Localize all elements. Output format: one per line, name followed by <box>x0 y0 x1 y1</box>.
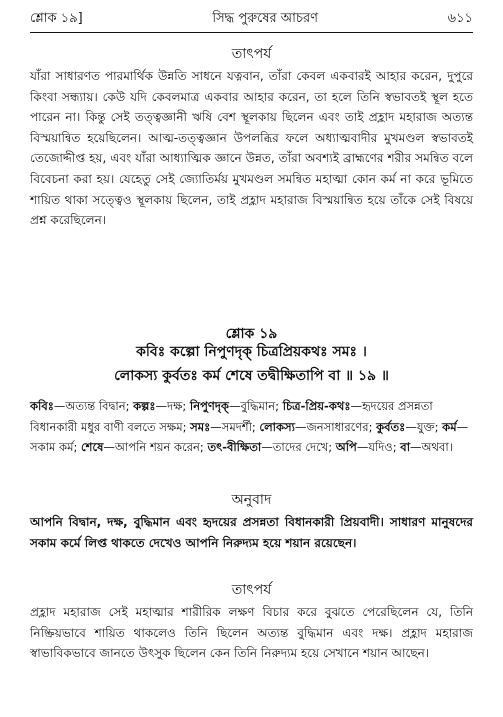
synonym-word: কর্ম <box>442 419 457 434</box>
synonym-meaning: —বুদ্ধিমান; <box>228 399 283 413</box>
synonym-meaning: —জনসাধারণের; <box>294 419 377 434</box>
synonym-word: চিত্র-প্রিয়-কথঃ <box>282 399 351 413</box>
header-verse-ref: শ্লোক ১৯] <box>30 10 83 26</box>
header-rule <box>30 32 473 33</box>
verse-line-1: কবিঃ কল্পো নিপুণদৃক্ চিত্রপ্রিয়কথঃ সমঃ । <box>136 344 367 360</box>
synonym-meaning: —আপনি শয়ন করেন; <box>103 440 208 455</box>
translation-text: আপনি বিদ্বান, দক্ষ, বুদ্ধিমান এবং হৃদয়ের প্রসন্নতা বিধানকারী প্রিয়বাদী। সাধারণ মানুষদের সকাম কর্মে লিপ্ত থাকতে দেখেও আপনি নিরুদ্যম হয়ে শয়ান রয়েছেন। <box>30 515 473 550</box>
purport-heading: তাৎপর্য <box>231 46 272 62</box>
synonym-word: নিপুণদৃক্ <box>189 399 229 413</box>
synonym-meaning: —অত্যন্ত বিদ্বান; <box>53 399 134 413</box>
synonym-meaning: —যুক্ত; <box>405 419 443 434</box>
purport-text-2: প্রহ্লাদ মহারাজ সেই মহাত্মার শারীরিক লক্ষণ বিচার করে বুঝতে পেরেছিলেন যে, তিনি নিষ্ক্রিয়ভাবে শায়িত থাকলেও তিনি ছিলেন অত্যন্ত বুদ্ধিমান এবং দক্ষ। প্রহ্লাদ মহারাজ স্বাভাবিকভাবে জানতে উৎসুক ছিলেন কেন তিনি নিরুদ্যম হয়ে সেখানে শয়ান আছেন। <box>30 605 473 661</box>
synonym-word: সমঃ <box>190 419 211 434</box>
synonym-word: কবিঃ <box>30 399 54 413</box>
synonym-word: তৎ-বীক্ষিতা <box>207 440 262 455</box>
header-chapter-title: সিদ্ধ পুরুষের আচরণ <box>212 10 318 26</box>
synonym-meaning: —সমদর্শী; <box>210 419 260 434</box>
synonym-word: কল্পঃ <box>133 399 156 413</box>
translation-heading: অনুবাদ <box>231 492 272 508</box>
purport-heading-2: তাৎপর্য <box>231 582 272 598</box>
synonym-meaning: —তাদের দেখে; <box>261 440 336 455</box>
header-page-number: ৬১১ <box>447 10 473 26</box>
synonym-meaning: —দক্ষ; <box>155 399 190 413</box>
verse-line-2: লোকস্য কুর্বতঃ কর্ম শেষে তদ্বীক্ষিতাপি বা ॥ ১৯ ॥ <box>114 368 389 384</box>
synonym-meaning: —হৃদয়ের প্রসন্নতা বিধানকারী মধুর বাণী বলতে সক্ষম; <box>30 399 433 434</box>
synonym-word: লোকস্য <box>259 419 295 434</box>
synonym-word: কুর্বতঃ <box>376 419 406 434</box>
synonym-meaning: —সকাম কর্ম; <box>30 419 469 455</box>
synonyms-paragraph <box>30 396 473 458</box>
verse-label: শ্লোক ১৯ <box>225 326 278 342</box>
synonym-word: বা <box>400 440 411 455</box>
running-header <box>30 8 473 30</box>
synonym-word: অপি <box>335 440 357 455</box>
purport-text: যাঁরা সাধারণত পারমার্থিক উন্নতি সাধনে যত্নবান, তাঁরা কেবল একবারই আহার করেন, দুপুরে কিংবা সন্ধ্যায়। কেউ যদি কেবলমাত্র একবার আহার করেন, তা হলে তিনি স্বভাবতই স্থূল হতে পারেন না। কিন্তু সেই তত্ত্বজ্ঞানী ঋষি বেশ স্থূলকায় ছিলেন এবং তাই প্রহ্লাদ মহারাজ অত্যন্ত বিস্ময়ান্বিত হয়েছিলেন। আত্ম-তত্ত্বজ্ঞান উপলব্ধির ফলে অধ্যাত্মবাদীর মুখমণ্ডল স্বভাবতই তেজোদ্দীপ্ত হয়, এবং যাঁরা আধ্যাত্মিক জ্ঞানে উন্নত, তাঁরা অবশ্যই ব্রাহ্মণের শরীর সমন্বিত বলে বিবেচনা করা হয়। যেহেতু সেই জ্যোতির্ময় মুখমণ্ডল সমন্বিত মহাত্মা কোন কর্ম না করে ভূমিতে শায়িত থাকা সত্ত্বেও স্থূলকায় ছিলেন, তাই প্রহ্লাদ মহারাজ বিস্ময়ান্বিত হয়ে তাঁকে সেই বিষয়ে প্রশ্ন করেছিলেন। <box>30 69 473 228</box>
synonym-meaning: —অথবা। <box>410 440 453 455</box>
verse-block <box>30 340 473 388</box>
synonym-meaning: —যদিও; <box>356 440 401 455</box>
synonym-word: শেষে <box>80 440 104 455</box>
